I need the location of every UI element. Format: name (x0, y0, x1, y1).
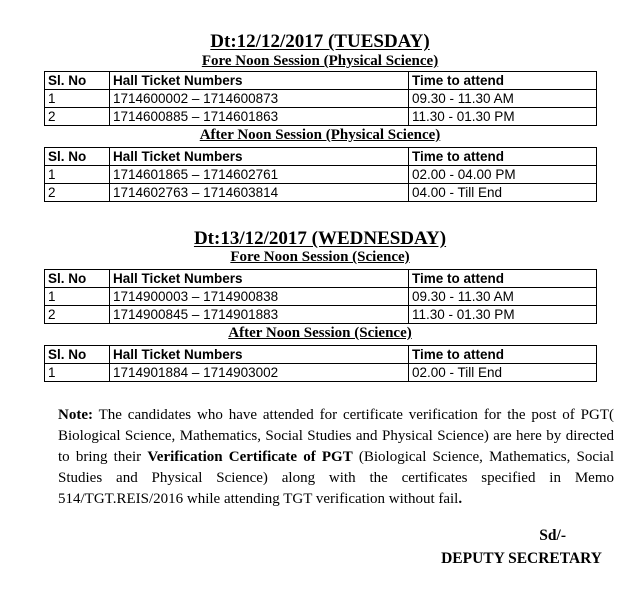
session-title-afternoon-physical-science: After Noon Session (Physical Science) (199, 127, 441, 143)
table-row (45, 306, 597, 324)
cell-time: 11.30 - 01.30 PM (409, 306, 597, 324)
note-paragraph (58, 405, 614, 510)
col-header-time: Time to attend (409, 346, 597, 364)
table-row (45, 364, 597, 382)
table-row (45, 108, 597, 126)
signature-designation: DEPUTY SECRETARY (441, 550, 602, 567)
cell-time: 09.30 - 11.30 AM (409, 288, 597, 306)
session-title-forenoon-science: Fore Noon Session (Science) (230, 249, 410, 265)
table-row (45, 166, 597, 184)
signature-sd: Sd/- (539, 527, 566, 544)
col-header-sl-no: Sl. No (45, 270, 110, 288)
col-header-time: Time to attend (409, 270, 597, 288)
schedule-table-day2-afternoon (44, 345, 597, 382)
cell-time: 02.00 - Till End (409, 364, 597, 382)
col-header-time: Time to attend (409, 72, 597, 90)
schedule-table-day2-forenoon (44, 269, 597, 324)
cell-hall-ticket: 1714600002 – 1714600873 (110, 90, 409, 108)
col-header-sl-no: Sl. No (45, 148, 110, 166)
cell-time: 11.30 - 01.30 PM (409, 108, 597, 126)
col-header-time: Time to attend (409, 148, 597, 166)
col-header-hall-ticket: Hall Ticket Numbers (110, 148, 409, 166)
session-title-forenoon-physical-science: Fore Noon Session (Physical Science) (201, 53, 439, 69)
table-row (45, 288, 597, 306)
col-header-sl-no: Sl. No (45, 72, 110, 90)
note-end-mark: . (458, 491, 463, 507)
table-header-row (45, 148, 597, 166)
cell-sl-no: 1 (45, 364, 110, 382)
schedule-table-day1-forenoon (44, 71, 597, 126)
cell-time: 04.00 - Till End (409, 184, 597, 202)
cell-time: 02.00 - 04.00 PM (409, 166, 597, 184)
note-label: Note: (58, 407, 93, 423)
cell-hall-ticket: 1714900845 – 1714901883 (110, 306, 409, 324)
col-header-hall-ticket: Hall Ticket Numbers (110, 346, 409, 364)
cell-sl-no: 1 (45, 166, 110, 184)
cell-sl-no: 2 (45, 108, 110, 126)
col-header-sl-no: Sl. No (45, 346, 110, 364)
table-header-row (45, 270, 597, 288)
cell-sl-no: 2 (45, 306, 110, 324)
cell-time: 09.30 - 11.30 AM (409, 90, 597, 108)
date-heading-tuesday: Dt:12/12/2017 (TUESDAY) (210, 31, 430, 52)
note-bold-phrase: Verification Certificate of PGT (147, 449, 353, 465)
col-header-hall-ticket: Hall Ticket Numbers (110, 72, 409, 90)
cell-sl-no: 1 (45, 90, 110, 108)
cell-hall-ticket: 1714600885 – 1714601863 (110, 108, 409, 126)
cell-sl-no: 1 (45, 288, 110, 306)
cell-hall-ticket: 1714901884 – 1714903002 (110, 364, 409, 382)
note-text-part1: The candidates who have attended for certificate verification for the post of PGT( Biological Science, Mathematics, Social Studies and Physical Science) are here by directed to bring their (58, 407, 614, 465)
cell-hall-ticket: 1714900003 – 1714900838 (110, 288, 409, 306)
cell-hall-ticket: 1714601865 – 1714602761 (110, 166, 409, 184)
table-header-row (45, 346, 597, 364)
session-title-afternoon-science: After Noon Session (Science) (228, 325, 412, 341)
table-row (45, 90, 597, 108)
note-text-part2: (Biological Science, Mathematics, Social Studies and Physical Science) along with the certificates specified in Memo 514/TGT.REIS/2016 while attending TGT verification without fail (58, 449, 614, 507)
table-header-row (45, 72, 597, 90)
schedule-table-day1-afternoon (44, 147, 597, 202)
cell-sl-no: 2 (45, 184, 110, 202)
col-header-hall-ticket: Hall Ticket Numbers (110, 270, 409, 288)
date-heading-wednesday: Dt:13/12/2017 (WEDNESDAY) (193, 228, 447, 249)
table-row (45, 184, 597, 202)
cell-hall-ticket: 1714602763 – 1714603814 (110, 184, 409, 202)
